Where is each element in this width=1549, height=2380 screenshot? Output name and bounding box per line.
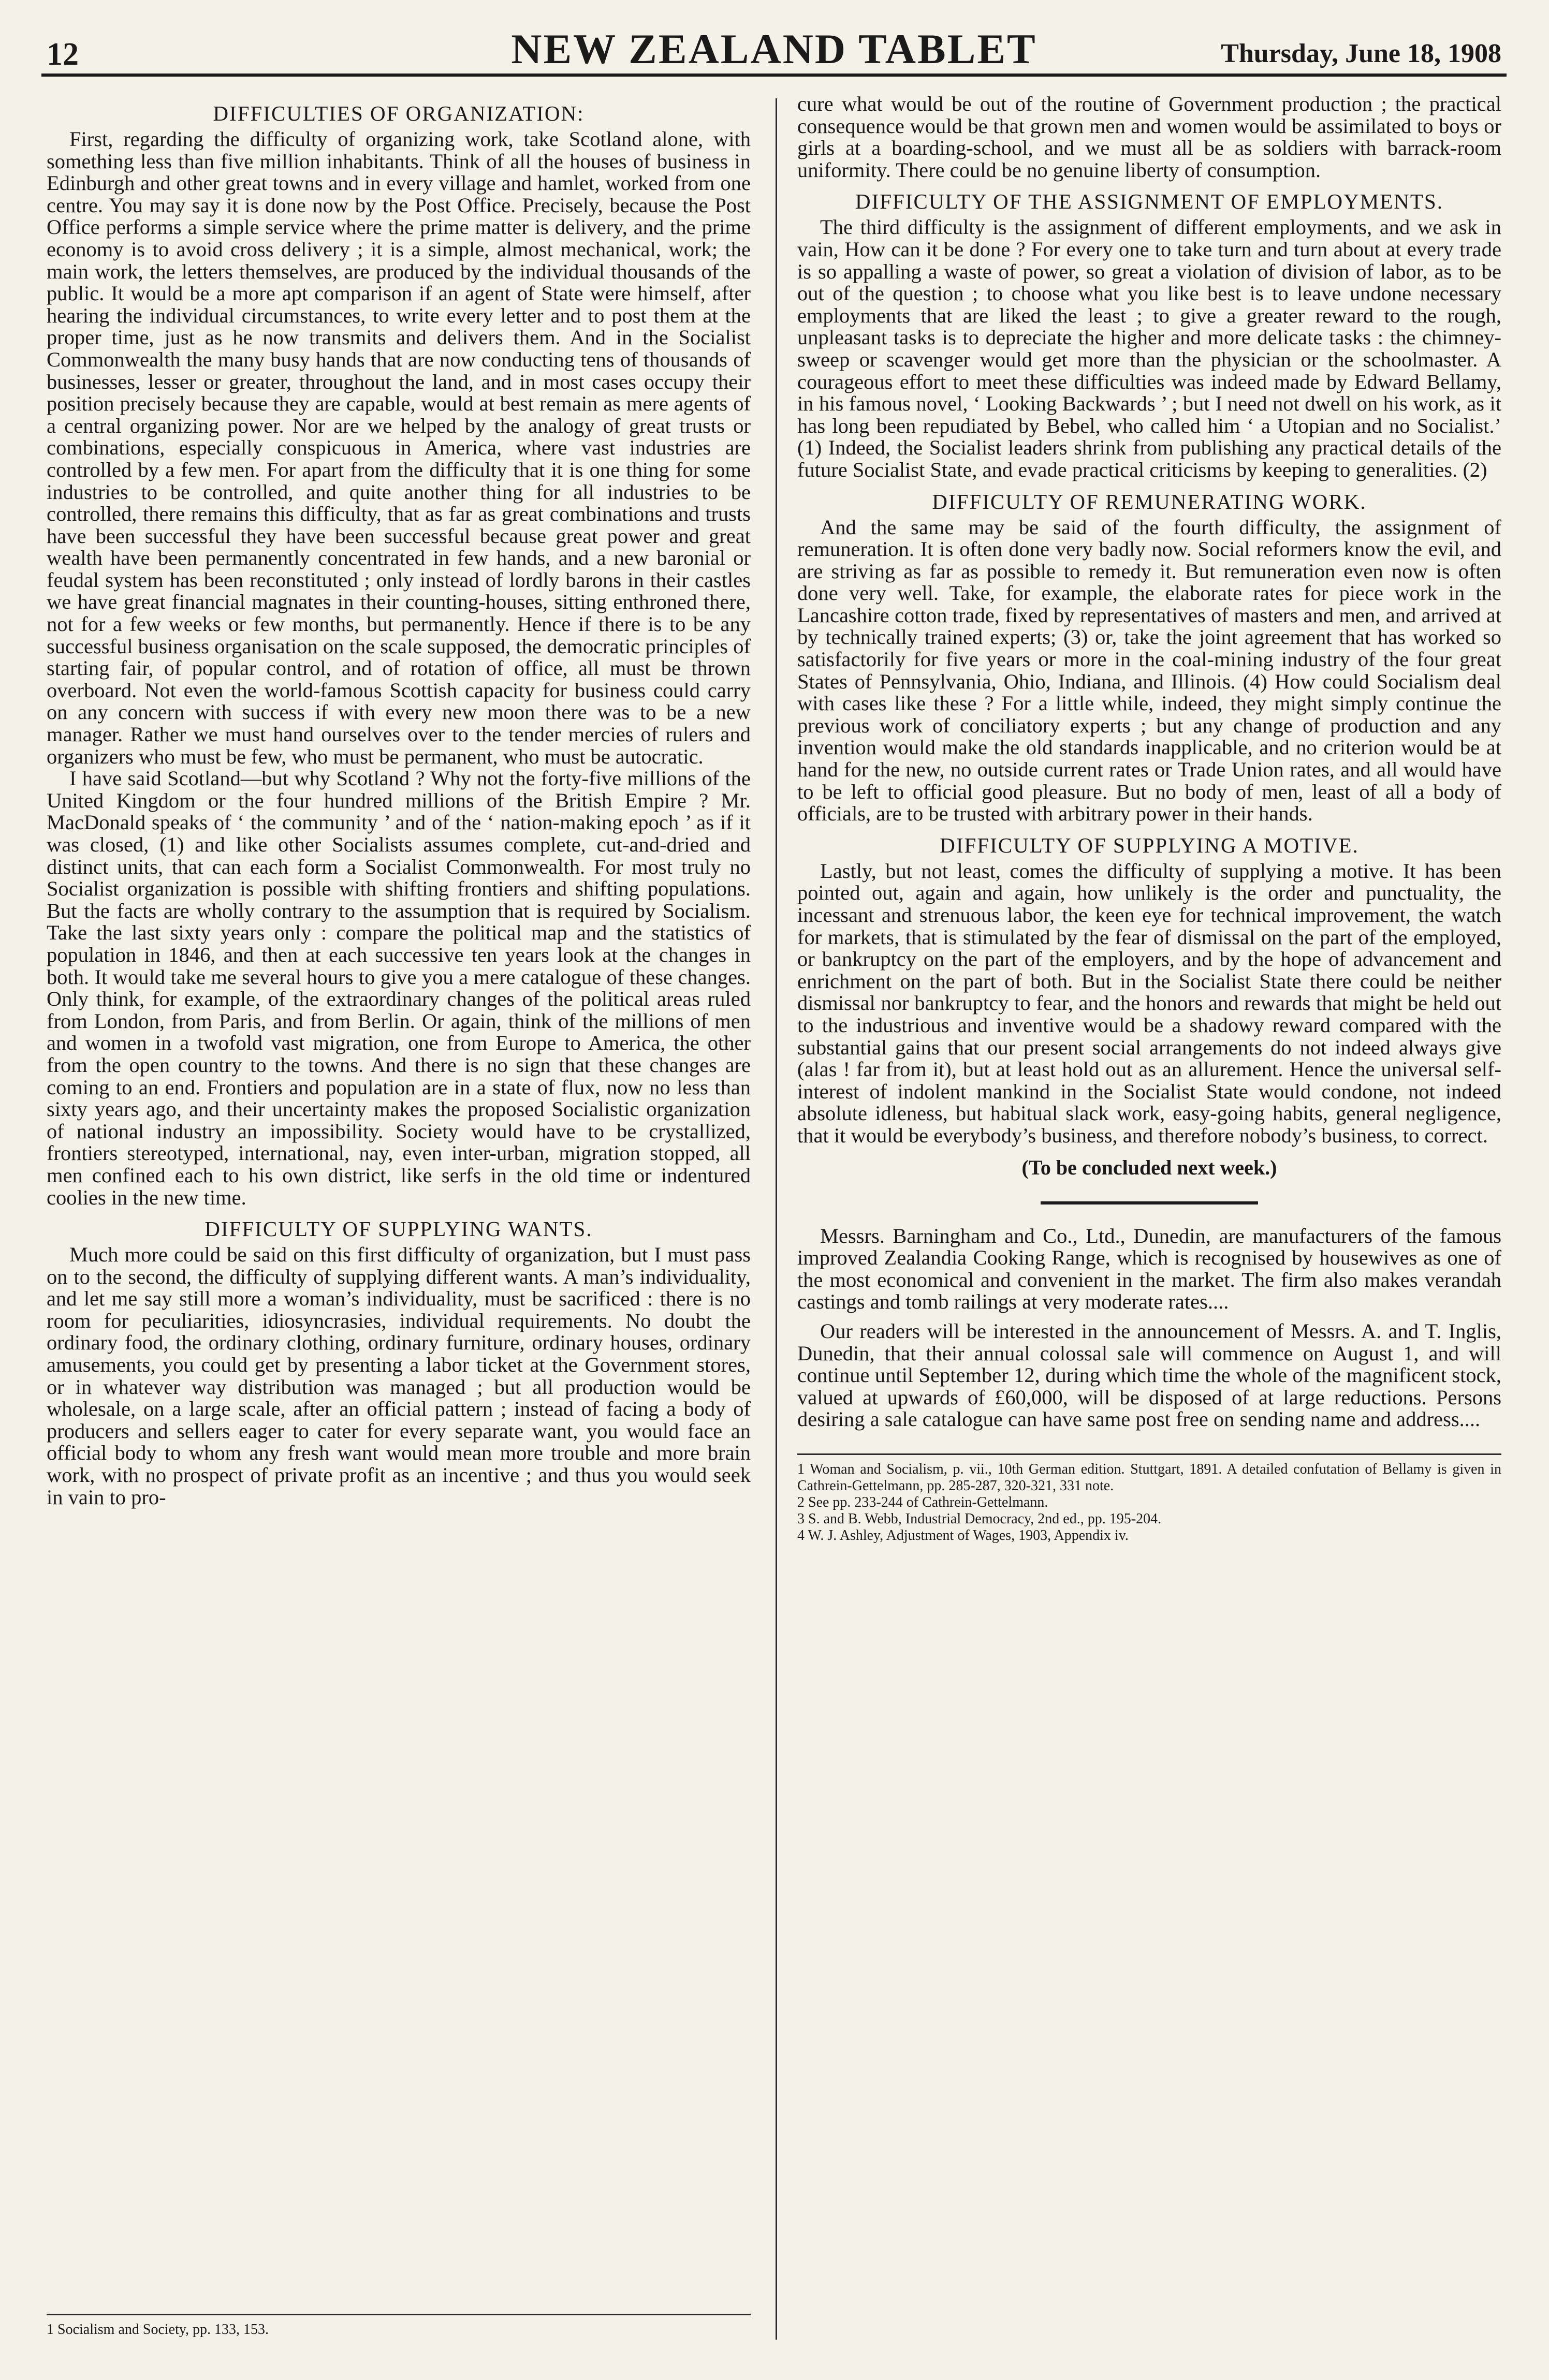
section-heading-remuneration: DIFFICULTY OF REMUNERATING WORK. [932, 489, 1367, 513]
notice-inglis: Our readers will be interested in the announcement of Messrs. A. and T. Inglis, Dunedin, that their annual colossal sale will commence on August 1, and will continue until September 12, during which time the whole of the magnificent stock, valued at upwards of £60,000, will be disposed of at large reductions. Persons desiring a sale catalogue can have same post free on sending name and address.... [797, 1319, 1501, 1431]
paragraph: First, regarding the difficulty of organizing work, take Scotland alone, with something less than five million inhabitants. Think of all the houses of business in Edinburgh and other great towns and in every village and hamlet, worked from one centre. You may say it is done now by the Post Office. Precisely, because the Post Office performs a simple service where the prime matter is delivery, and the prime economy is to avoid cross delivery ; it is a simple, almost mechanical, work; the main work, the letters themselves, are produced by the individual thousands of the public. It would be a more apt comparison if an agent of State were himself, after hearing the individual circumstances, to write every letter and to post them at the proper time, just as he now transmits and delivers them. And in the Socialist Commonwealth the many busy hands that are now conducting tens of thousands of businesses, lesser or greater, throughout the land, and in most cases occupy their position precisely because they are capable, would at best remain as mere agents of a central organizing power. Nor are we helped by the analogy of great trusts or combinations, especially conspicuous in America, where vast industries are controlled by a few men. For apart from the difficulty that it is one thing for some industries to be controlled, and quite another thing for all industries to be controlled, there remains this difficulty, that as far as great combinations and trusts have been successful they have been successful because great power and great wealth have been permanently concentrated in few hands, and a new baronial or feudal system has been reconstituted ; only instead of lordly barons in their castles we have great financial magnates in their counting-houses, sitting enthroned there, not for a few weeks or few months, but permanently. Hence if there is to be any successful business organisation on the scale supposed, the democratic principles of starting fair, of popular control, and of rotation of office, all must be thrown overboard. Not even the world-famous Scottish capacity for business could carry on any concern with success if with every new moon there was to be a new manager. Rather we must hand ourselves over to the tender mercies of rulers and organizers who must be few, who must be permanent, who must be autocratic. [47, 127, 751, 768]
right-footnotes [797, 1453, 1501, 1544]
paragraph: I have said Scotland—but why Scotland ? Why not the forty-five millions of the United Kingdom or the four hundred millions of the British Empire ? Mr. MacDonald speaks of ‘ the community ’ and of the ‘ nation-making epoch ’ as if it was closed, (1) and like other Socialists assumes complete, cut-and-dried and distinct units, that can each form a Socialist Commonwealth. For most truly no Socialist organization is possible with shifting frontiers and shifting populations. But the facts are wholly contrary to the assumption that is required by Socialism. Take the last sixty years only : compare the political map and the statistics of population in 1846, and then at each successive ten years look at the changes in both. It would take me several hours to give you a mere catalogue of these changes. Only think, for example, of the extraordinary changes of the political areas ruled from London, from Paris, and from Berlin. Or again, think of the millions of men and women in a twofold vast migration, one from Europe to America, the other from the open country to the towns. And there is no sign that these changes are coming to an end. Frontiers and population are in a state of flux, now no less than sixty years ago, and their uncertainty makes the proposed Socialistic organization of national industry an impossibility. Society would have to be crystallized, frontiers stereotyped, international, nay, even inter-urban, migration stopped, all men confined each to his own district, like serfs in the old time or indentured coolies in the new time. [47, 767, 751, 1209]
paragraph: cure what would be out of the routine of Government production ; the practical consequence would be that grown men and women would be assimilated to boys or girls at a boarding-school, and we must all be as soldiers with barrack-room uniformity. There could be no genuine liberty of consumption. [797, 92, 1501, 182]
paragraph: The third difficulty is the assignment of different employments, and we ask in vain, How can it be done ? For every one to take turn and turn about at every trade is so appalling a waste of power, so great a violation of division of labor, as to be out of the question ; to choose what you like best is to leave undone necessary employments that are liked the least ; to give a greater reward to the rough, unpleasant tasks is to depreciate the higher and more delicate tasks : the chimney-sweep or scavenger would get more than the physician or the schoolmaster. A courageous effort to meet these difficulties was indeed made by Edward Bellamy, in his famous novel, ‘ Looking Backwards ’ ; but I need not dwell on his work, as it has long been repudiated by Bebel, who called him ‘ a Utopian and no Socialist.’ (1) Indeed, the Socialist leaders shrink from publishing any practical details of the future Socialist State, and evade practical criticisms by keeping to generalities. (2) [797, 215, 1501, 481]
footnote: 4 W. J. Ashley, Adjustment of Wages, 1903, Appendix iv. [797, 1527, 1129, 1544]
left-column [47, 93, 751, 1508]
section-heading-employments: DIFFICULTY OF THE ASSIGNMENT OF EMPLOYMENTS. [855, 189, 1443, 214]
section-heading-motive: DIFFICULTY OF SUPPLYING A MOTIVE. [940, 833, 1359, 857]
paragraph: Much more could be said on this first difficulty of organization, but I must pass on to the second, the difficulty of supplying different wants. A man’s individuality, and let me say still more a woman’s individuality, must be sacrificed : there is no room for peculiarities, idiosyncrasies, individual requirements. No doubt the ordinary food, the ordinary clothing, ordinary furniture, ordinary houses, ordinary amusements, you could get by presenting a labor ticket at the Government stores, or in whatever way distribution was managed ; but all production would be wholesale, on a large scale, after an official pattern ; instead of facing a body of producers and sellers eager to cater for every separate want, you would face an official body to whom any fresh want would mean more trouble and more brain work, with no prospect of private profit as an incentive ; and thus you would seek in vain to pro- [47, 1243, 751, 1509]
page-number: 12 [47, 37, 79, 72]
footnote: 3 S. and B. Webb, Industrial Democracy, 2nd ed., pp. 195-204. [797, 1510, 1162, 1527]
right-column [797, 93, 1501, 1544]
section-divider [1041, 1201, 1258, 1204]
column-divider [776, 98, 777, 2340]
paragraph: And the same may be said of the fourth difficulty, the assignment of remuneration. It is often done very badly now. Social reformers know the evil, and are striving as far as possible to remedy it. But remuneration even now is often done very well. Take, for example, the elaborate rates for piece work in the Lancashire cotton trade, fixed by representatives of masters and men, and arrived at by technically trained experts; (3) or, take the joint agreement that has worked so satisfactorily for five years or more in the coal-mining industry of the four great States of Pennsylvania, Ohio, Indiana, and Illinois. (4) How could Socialism deal with cases like these ? For a little while, indeed, they might simply continue the previous work of conciliatory experts ; but any change of production and any invention would make the old standards inapplicable, and no criterion would be at hand for the new, no outside current rates or Trade Union rates, and all would have to be left to official good pleasure. But no body of men, least of all a body of officials, are to be trusted with arbitrary power in their hands. [797, 515, 1501, 826]
footnote: 2 See pp. 233-244 of Cathrein-Gettelmann. [797, 1494, 1048, 1510]
notice-barningham: Messrs. Barningham and Co., Ltd., Dunedin, are manufacturers of the famous improved Zealandia Cooking Range, which is recognised by housewives as one of the most economical and convenient in the market. The firm also makes verandah castings and tomb railings at very moderate rates.... [797, 1224, 1501, 1314]
section-heading-organization: DIFFICULTIES OF ORGANIZATION: [213, 101, 584, 125]
newspaper-title: NEW ZEALAND TABLET [511, 25, 1037, 72]
left-footnotes [47, 2314, 751, 2338]
masthead [41, 16, 1507, 77]
to-be-concluded-note: (To be concluded next week.) [1021, 1155, 1277, 1179]
paragraph: Lastly, but not least, comes the difficulty of supplying a motive. It has been pointed out, again and again, how unlikely is the order and punctuality, the incessant and strenuous labor, the keen eye for technical improvement, the watch for markets, that is stimulated by the fear of dismissal on the part of the employed, or bankruptcy on the part of the employers, and by the hope of advancement and enrichment on the part of both. But in the Socialist State there could be neither dismissal nor bankruptcy to fear, and the honors and rewards that might be held out to the industrious and inventive would be a shadowy reward compared with the substantial gains that our present social arrangements do not indeed always give (alas ! far from it), but at least hold out as an allurement. Hence the universal self-interest of indolent mankind in the Socialist State would condone, not indeed absolute idleness, but habitual slack work, easy-going habits, general negligence, that it would be everybody’s business, and therefore nobody’s business, to correct. [797, 859, 1501, 1147]
issue-date: Thursday, June 18, 1908 [1221, 39, 1501, 68]
footnote: 1 Woman and Socialism, p. vii., 10th German edition. Stuttgart, 1891. A detailed confutation of Bellamy is given in Cathrein-Gettelmann, pp. 285-287, 320-321, 331 note. [797, 1461, 1501, 1494]
footnote: 1 Socialism and Society, pp. 133, 153. [47, 2322, 269, 2338]
section-heading-supplying-wants: DIFFICULTY OF SUPPLYING WANTS. [204, 1217, 593, 1241]
